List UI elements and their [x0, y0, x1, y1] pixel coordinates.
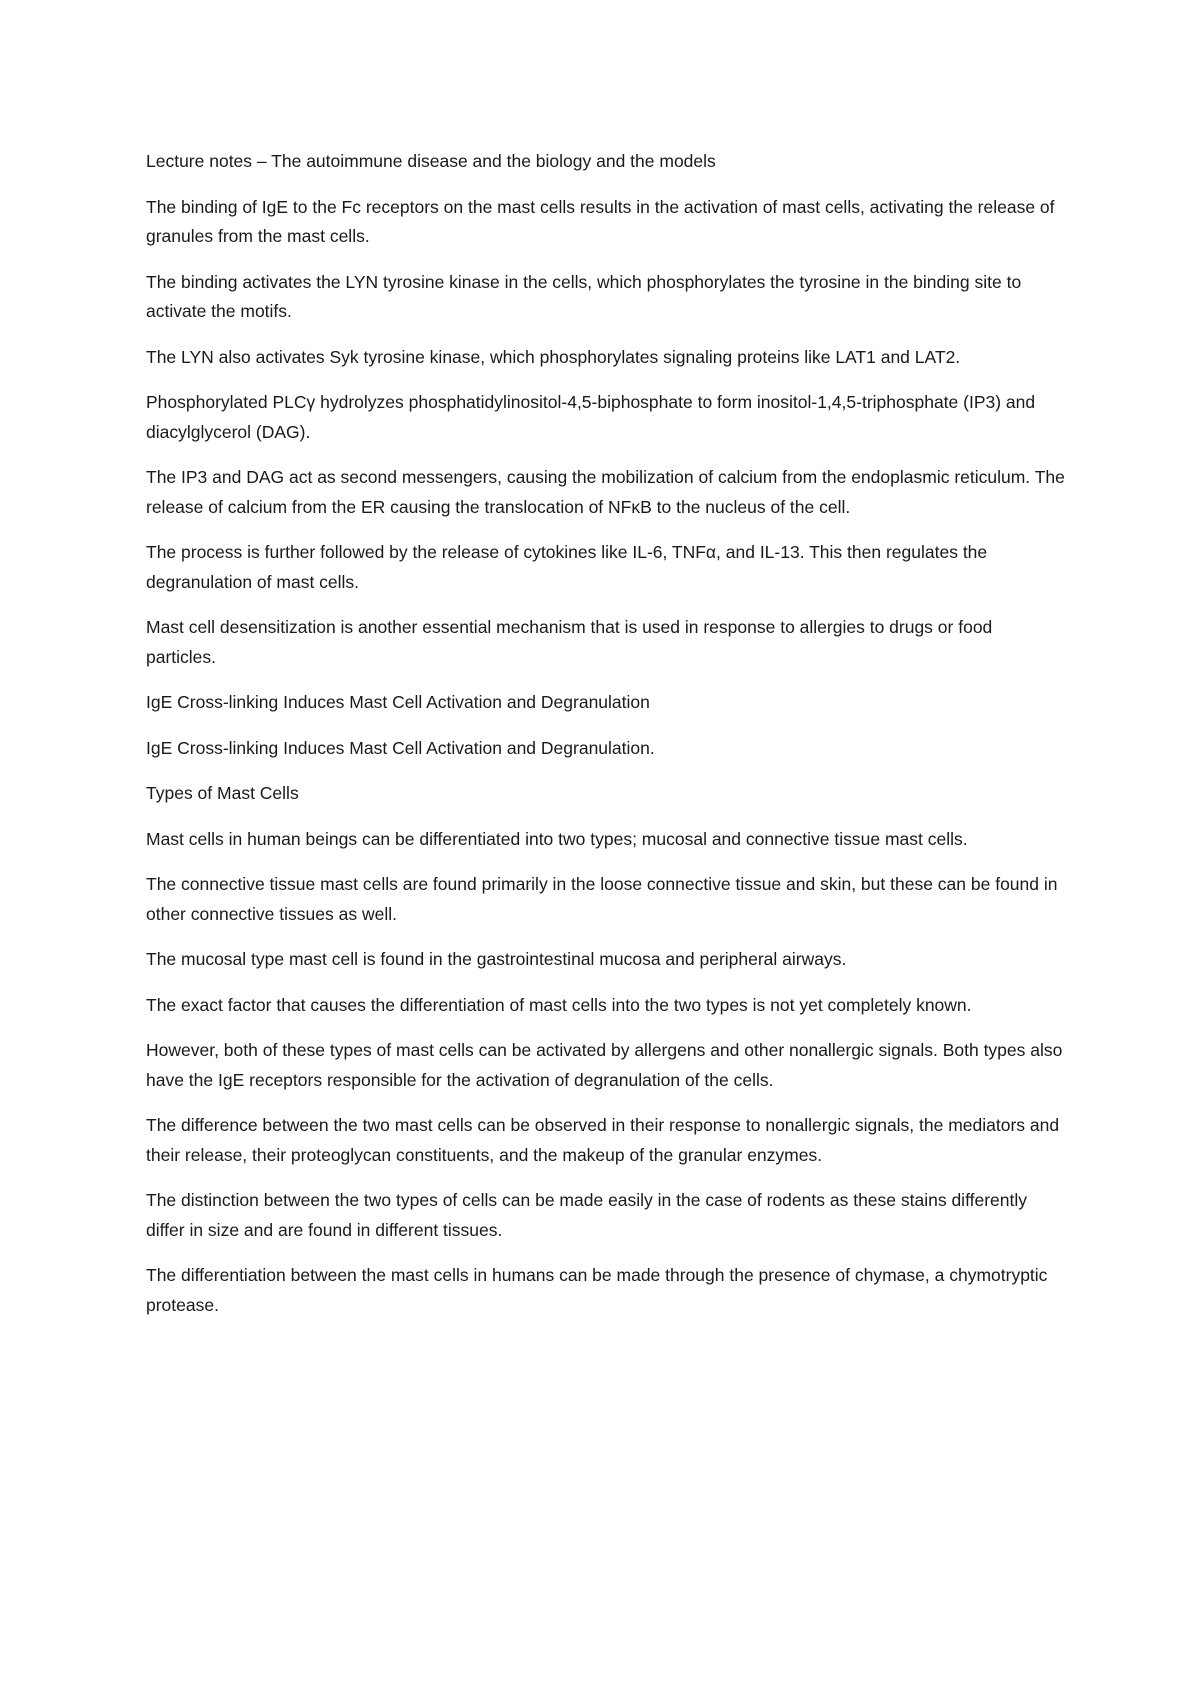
- paragraph-crosslinking-repeat: IgE Cross-linking Induces Mast Cell Activation and Degranulation.: [146, 737, 655, 758]
- paragraph-crosslinking-heading: IgE Cross-linking Induces Mast Cell Activation and Degranulation: [146, 692, 650, 712]
- paragraph-chymase: The differentiation between the mast cells in humans can be made through the presence of chymase, a chymotryptic protease.: [146, 1265, 1048, 1315]
- paragraph-rodents: The distinction between the two types of cells can be made easily in the case of rodents as these stains differently differ in size and are found in different tissues.: [146, 1190, 1028, 1240]
- paragraph-activation: However, both of these types of mast cells can be activated by allergens and other nonallergic signals. Both types also have the IgE receptors responsible for the activation of degranulation of the cells.: [146, 1040, 1063, 1090]
- paragraph-ige-binding: The binding of IgE to the Fc receptors on the mast cells results in the activation of mast cells, activating the release of granules from the mast cells.: [146, 196, 1055, 246]
- paragraph-connective-tissue: The connective tissue mast cells are found primarily in the loose connective tissue and skin, but these can be found in other connective tissues as well.: [146, 874, 1058, 924]
- paragraph-mucosal-type: The mucosal type mast cell is found in the gastrointestinal mucosa and peripheral airways.: [146, 949, 847, 969]
- paragraph-difference: The difference between the two mast cells can be observed in their response to nonallergic signals, the mediators and their release, their proteoglycan constituents, and the makeup of the granular enzymes.: [146, 1115, 1060, 1165]
- paragraph-differentiation-factor: The exact factor that causes the differentiation of mast cells into the two types is not yet completely known.: [146, 994, 972, 1015]
- paragraph-types-heading: Types of Mast Cells: [146, 783, 299, 803]
- paragraph-syk-kinase: The LYN also activates Syk tyrosine kinase, which phosphorylates signaling proteins like LAT1 and LAT2.: [146, 346, 961, 367]
- document-body: [146, 147, 1066, 1336]
- paragraph-lyn-kinase: The binding activates the LYN tyrosine kinase in the cells, which phosphorylates the tyrosine in the binding site to activate the motifs.: [146, 271, 1022, 321]
- paragraph-second-messengers: The IP3 and DAG act as second messengers, causing the mobilization of calcium from the endoplasmic reticulum. The release of calcium from the ER causing the translocation of NFκB to the nucleus of the cell.: [146, 467, 1065, 517]
- paragraph-plc-gamma: Phosphorylated PLCγ hydrolyzes phosphatidylinositol-4,5-biphosphate to form inositol-1,4,5-triphosphate (IP3) and diacylglycerol (DAG).: [146, 392, 1036, 442]
- paragraph-cytokines: The process is further followed by the release of cytokines like IL-6, TNFα, and IL-13. This then regulates the degranulation of mast cells.: [146, 542, 988, 592]
- document-title: Lecture notes – The autoimmune disease and the biology and the models: [146, 151, 716, 171]
- paragraph-desensitization: Mast cell desensitization is another essential mechanism that is used in response to allergies to drugs or food particles.: [146, 617, 993, 667]
- paragraph-two-types: Mast cells in human beings can be differentiated into two types; mucosal and connective tissue mast cells.: [146, 828, 968, 849]
